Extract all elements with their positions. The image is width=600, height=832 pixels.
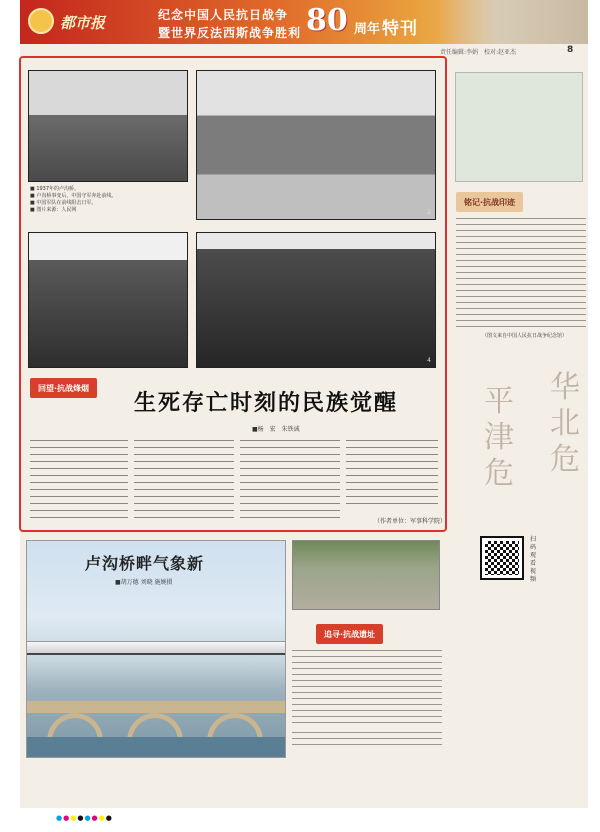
feature-title: 卢沟桥畔气象新 [85, 554, 205, 573]
photo-captions: ■ 1937年的卢沟桥。 ■ 卢沟桥事变后，中国守军奔赴前线。 ■ 中国军队在前线阻击日军。 ■ 图片来源：人民网 [30, 186, 117, 213]
slogan-char: 北 [550, 406, 580, 441]
lugou-bridge-feature-photo [26, 540, 286, 758]
qr-caption: 扫码观看视频 [530, 536, 537, 583]
stone-lion-decoration [438, 0, 588, 44]
qr-code[interactable] [480, 536, 524, 580]
special-issue-label: 特刊 [382, 19, 418, 39]
bridge-deck [27, 701, 286, 713]
document-source: （图文来自中国人民抗日战争纪念馆） [482, 333, 568, 339]
highlight-frame [19, 56, 447, 532]
newspaper-brand: 都市报 [60, 14, 106, 32]
sites-text [292, 650, 442, 726]
slogan-char: 危 [550, 442, 580, 477]
photo-number-2: 2 [427, 209, 431, 216]
page-meta: 责任编辑:李娟 校对:赵亚杰 [440, 49, 517, 56]
vertical-slogan-left [482, 384, 516, 492]
historical-document-photo [455, 72, 583, 182]
special-issue-banner [20, 0, 588, 44]
vertical-slogan-right [548, 370, 582, 478]
slogan-char: 危 [484, 456, 514, 491]
wanping-wall-photo [292, 540, 440, 610]
section-tag-retrospect: 回望·抗战烽烟 [30, 378, 97, 398]
high-speed-train [27, 641, 286, 655]
article-headline: 生死存亡时刻的民族觉醒 [134, 391, 399, 416]
page-number: 8 [567, 45, 574, 55]
feature-byline: ■胡万德 刘晓 施婉摄 [115, 579, 173, 586]
section-tag-sites: 追寻·抗战遗址 [316, 624, 383, 644]
article-author-unit: （作者单位：军事科学院） [374, 518, 447, 525]
section-tag-memorial: 铭记·抗战印迹 [456, 192, 523, 212]
photo-number-4: 4 [427, 357, 431, 364]
anniversary-suffix: 周年 [354, 22, 381, 37]
sites-photo-caption [292, 732, 442, 750]
qr-pattern [485, 541, 519, 575]
slogan-char: 平 [484, 384, 514, 419]
article-byline: ■杨 宏 朱铁诚 [252, 426, 300, 433]
banner-title-line1: 纪念中国人民抗日战争 [158, 8, 289, 22]
color-registration-dots: ●●●●●●●● [56, 814, 113, 822]
memorial-text [456, 218, 586, 328]
party-emblem-icon [28, 8, 54, 34]
slogan-char: 华 [550, 370, 580, 405]
river-water [27, 737, 286, 758]
banner-title-line2: 暨世界反法西斯战争胜利 [158, 26, 302, 40]
anniversary-number: 80 [306, 3, 348, 38]
slogan-char: 津 [484, 420, 514, 455]
